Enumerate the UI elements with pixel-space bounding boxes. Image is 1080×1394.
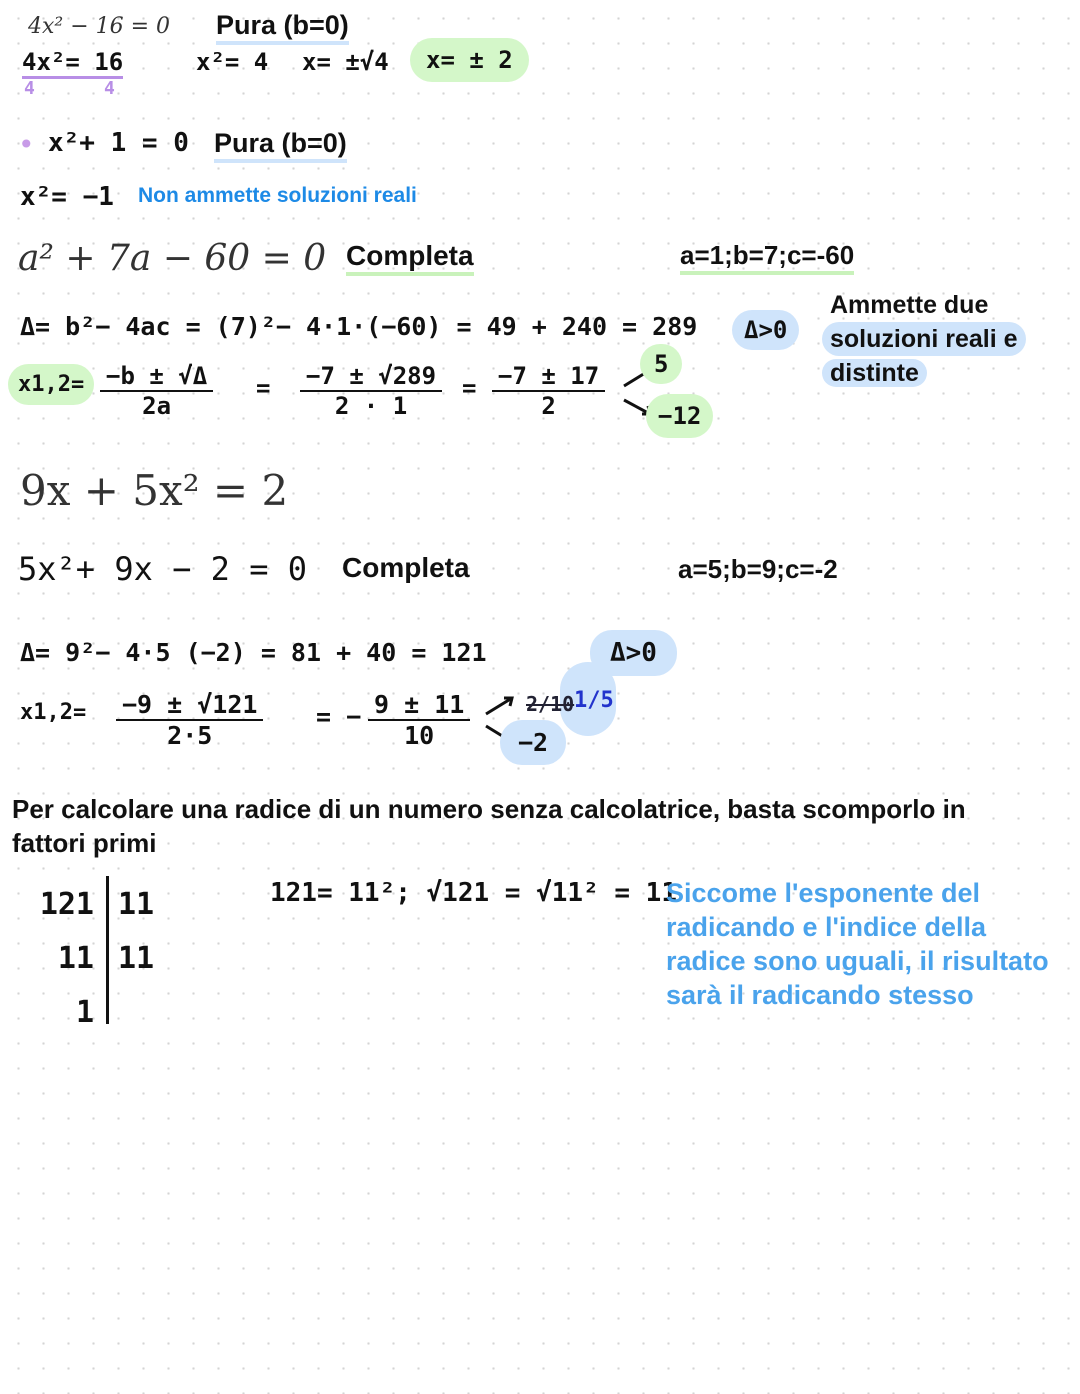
equation-3: a² + 7a − 60 = 0	[18, 238, 327, 279]
bullet: •	[18, 128, 35, 161]
fraction-substituted	[368, 690, 470, 750]
factor-value: 11	[57, 941, 94, 976]
step-x-squared: x²= −1	[20, 182, 114, 212]
numerator: −7 ± √289	[300, 362, 442, 392]
delta-4: Δ= 9²− 4·5 (−2) = 81 + 40 = 121	[20, 638, 487, 667]
tip-line: Per calcolare una radice di un numero senza calcolatrice, basta scomporlo in	[12, 794, 966, 824]
step-3: x= ±√4	[302, 48, 389, 76]
tip-text	[12, 792, 966, 860]
step-2: x²= 4	[196, 48, 269, 76]
conclusion-line: soluzioni reali e	[822, 322, 1026, 356]
equation-4: 9x + 5x² = 2	[20, 466, 289, 515]
explanation-line: Siccome l'esponente del	[666, 878, 981, 908]
solution-1: 1/5	[574, 688, 614, 713]
explanation	[666, 876, 1049, 1012]
type-label-3: Completa	[346, 240, 474, 276]
x-label-4: x1,2=	[20, 700, 87, 725]
denominator: 2·5	[167, 721, 213, 750]
equation-2: x²+ 1 = 0	[48, 128, 189, 158]
equals-sign: =	[256, 374, 271, 402]
type-label-1: Pura (b=0)	[216, 10, 349, 45]
denominator: 2a	[142, 392, 172, 420]
delta-condition-3: Δ>0	[732, 310, 799, 350]
numerator: −b ± √Δ	[100, 362, 213, 392]
root-calculation: 121= 11²; √121 = √11² = 11	[270, 878, 677, 908]
prime-factor: 11	[118, 887, 155, 922]
conclusion-line: distinte	[822, 359, 927, 387]
numerator: −7 ± 17	[492, 362, 605, 392]
result-1: x= ± 2	[410, 38, 529, 82]
coefficients-4: a=5;b=9;c=-2	[678, 554, 838, 584]
explanation-line: radicando e l'indice della	[666, 912, 987, 942]
denominator: 2 · 1	[334, 392, 408, 420]
type-label-2: Pura (b=0)	[214, 128, 347, 163]
solution-1-raw: 2/10	[526, 692, 575, 716]
equals-minus: = −	[316, 702, 362, 731]
solution-2: −2	[500, 720, 566, 765]
factor-divider	[106, 876, 109, 1024]
denominator: 10	[404, 721, 435, 750]
fraction-formula	[116, 690, 263, 750]
equation-1: 4x² − 16 = 0	[28, 14, 171, 39]
step-1: 4x²= 16	[22, 48, 123, 79]
coefficients-3: a=1;b=7;c=-60	[680, 240, 854, 275]
factor-right-column	[118, 878, 154, 986]
prime-factor: 11	[118, 941, 155, 976]
conclusion-line: Ammette due	[830, 291, 989, 319]
delta-condition-4: Δ>0	[590, 630, 677, 676]
denominator: 2	[541, 392, 556, 420]
type-label-4: Completa	[342, 552, 470, 583]
no-real-solutions-note: Non ammette soluzioni reali	[138, 184, 417, 207]
factor-value: 1	[75, 995, 94, 1030]
equals-sign: =	[462, 374, 477, 402]
conclusion	[822, 286, 1034, 392]
x-label-3: x1,2=	[8, 364, 94, 405]
tip-line: fattori primi	[12, 828, 157, 858]
fraction-simplified	[492, 362, 605, 420]
denominator-1: 4	[24, 78, 35, 99]
solution-1: 5	[640, 344, 682, 384]
standard-form: 5x²+ 9x − 2 = 0	[18, 550, 307, 588]
numerator: 9 ± 11	[368, 690, 470, 721]
fraction-substituted	[300, 362, 442, 420]
fraction-formula	[100, 362, 213, 420]
explanation-line: sarà il radicando stesso	[666, 980, 974, 1010]
delta-3: Δ= b²− 4ac = (7)²− 4·1·(−60) = 49 + 240 = 289	[20, 312, 698, 341]
factor-left-column	[26, 878, 94, 1040]
numerator: −9 ± √121	[116, 690, 263, 721]
factor-value: 121	[39, 887, 94, 922]
denominator-2: 4	[104, 78, 115, 99]
explanation-line: radice sono uguali, il risultato	[666, 946, 1049, 976]
solution-2: −12	[646, 394, 713, 438]
